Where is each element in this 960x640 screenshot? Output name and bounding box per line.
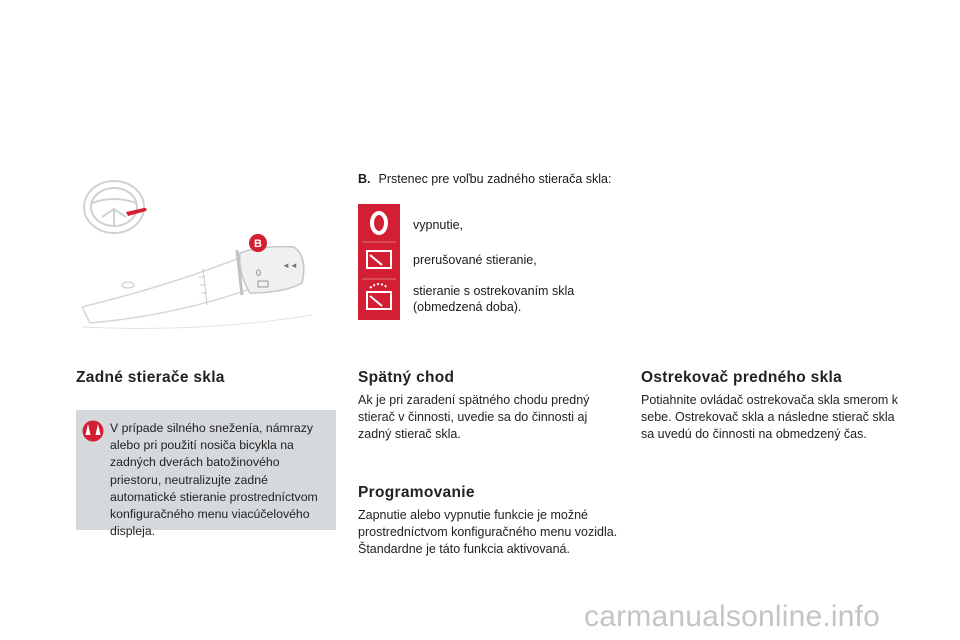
programming-heading: Programovanie <box>358 484 475 501</box>
reverse-gear-text: Ak je pri zaradení spätného chodu predný stierač v činnosti, uvedie sa do činnosti aj zadný stierač skla. <box>358 393 590 442</box>
ring-selector-intro <box>358 172 658 186</box>
steering-wheel-icon <box>84 181 144 233</box>
stalk-ring <box>237 247 304 295</box>
zero-position-icon <box>372 213 386 233</box>
option-off: vypnutie, <box>413 218 464 232</box>
reverse-gear-heading: Spätný chod <box>358 369 455 386</box>
site-watermark: carmanualsonline.info <box>584 600 881 633</box>
wiper-mode-icon-strip <box>358 204 400 320</box>
section-b-label: B. <box>358 172 371 186</box>
stalk-scale <box>199 269 207 305</box>
wash-wipe-icon <box>367 284 391 309</box>
option-wash-wipe: stieranie s ostrekovaním skla (obmedzená doba). <box>413 284 575 314</box>
warning-text: V prípade silného sneženía, námrazy alebo pri použití nosiča bicykla na zadných dverách batožinového priestoru, neutralizujte zadné automatické stieranie prostredníctvom konfiguračného menu viacúčelového displeja. <box>110 421 318 539</box>
section-b-intro-text: Prstenec pre voľbu zadného stierača skla: <box>378 172 612 186</box>
rear-wipers-heading: Zadné stierače skla <box>76 369 225 386</box>
ring-arrow-symbol: ◄◄ <box>282 261 298 270</box>
callout-b-letter: B <box>254 238 262 250</box>
option-intermittent: prerušované stieranie, <box>413 253 537 267</box>
programming-text: Zapnutie alebo vypnutie funkcie je možné prostredníctvom konfiguračného menu vozidla. Štandardne je táto funkcia aktivovaná. <box>358 508 618 557</box>
windscreen-wash-text: Potiahnite ovládač ostrekovača skla smerom k sebe. Ostrekovač skla a následne stierač skla sa uvedú do činnosti na obmedzený čas. <box>641 393 899 442</box>
intermittent-wipe-icon <box>367 251 391 268</box>
warning-icon <box>81 420 105 447</box>
windscreen-wash-heading: Ostrekovač predného skla <box>641 369 843 386</box>
ring-zero-symbol: 0 <box>256 268 262 278</box>
wiper-stalk-illustration <box>62 165 347 335</box>
